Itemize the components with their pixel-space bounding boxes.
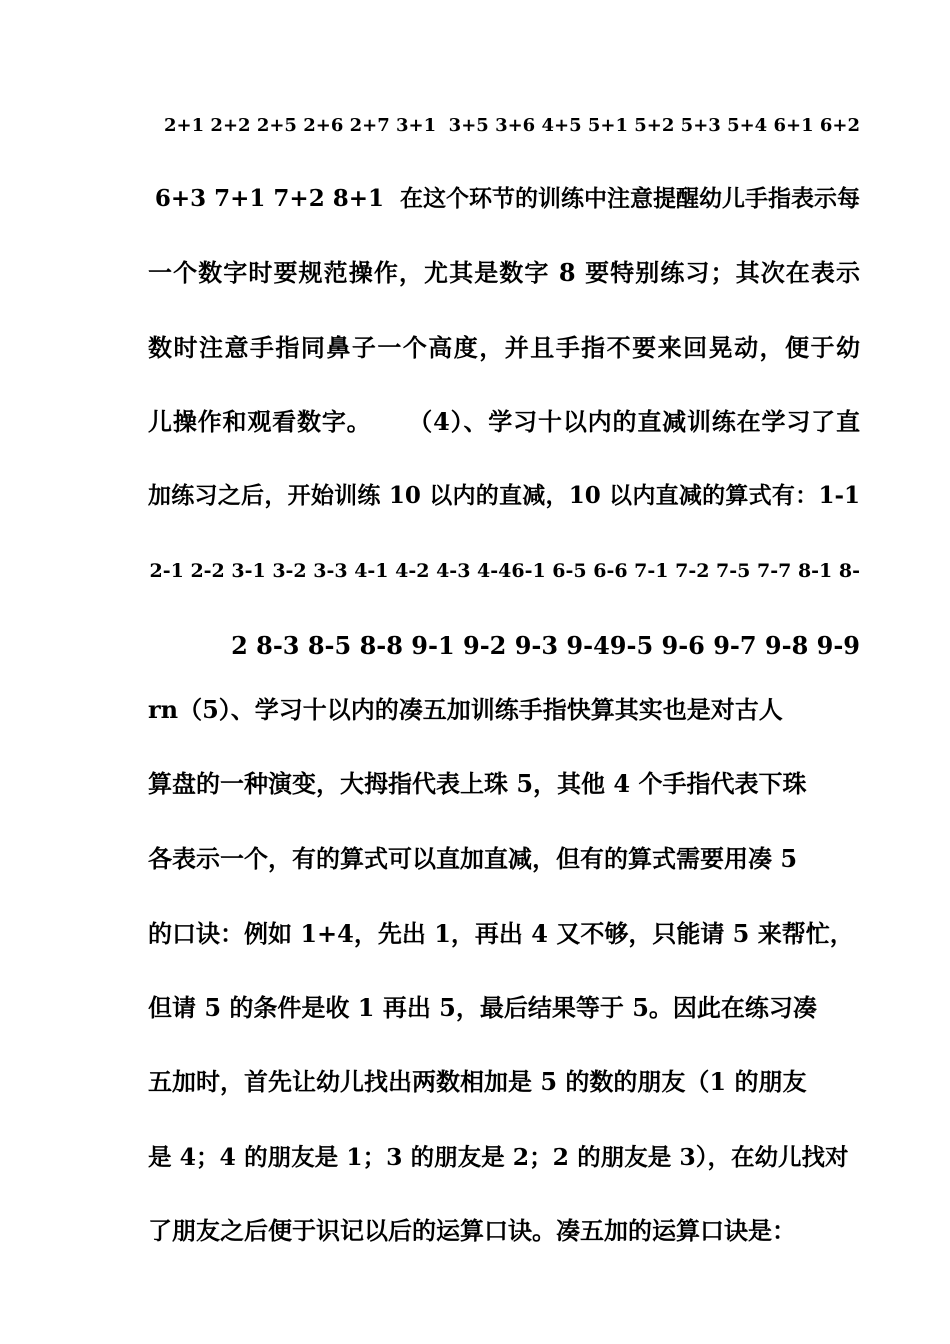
text-line-3: 一个数字时要规范操作，尤其是数字 8 要特别练习；其次在表示 [148, 258, 860, 287]
text-line-12: 的口诀：例如 1+4，先出 1，再出 4 又不够，只能请 5 来帮忙， [148, 919, 854, 948]
text-line-10: 算盘的一种演变，大拇指代表上珠 5，其他 4 个手指代表下珠 [148, 769, 807, 798]
text-line-11: 各表示一个，有的算式可以直加直减，但有的算式需要用凑 5 [148, 844, 798, 873]
text-line-9: rn（5）、学习十以内的凑五加训练手指快算其实也是对古人 [148, 695, 783, 724]
text-line-8: 2 8-3 8-5 8-8 9-1 9-2 9-3 9-49-5 9-6 9-7 9-8 9-9 [231, 631, 860, 660]
text-line-6: 加练习之后，开始训练 10 以内的直减，10 以内直减的算式有：1-1 [148, 482, 860, 509]
text-line-1: 2+1 2+2 2+5 2+6 2+7 3+1 3+5 3+6 4+5 5+1 5+2 5+3 5+4 6+1 6+2 [164, 115, 860, 136]
text-line-13: 但请 5 的条件是收 1 再出 5，最后结果等于 5。因此在练习凑 [148, 993, 817, 1022]
text-line-2: 6+3 7+1 7+2 8+1 在这个环节的训练中注意提醒幼儿手指表示每 [154, 185, 860, 212]
text-line-4: 数时注意手指同鼻子一个高度，并且手指不要来回晃动，便于幼 [148, 333, 860, 362]
text-line-14: 五加时，首先让幼儿找出两数相加是 5 的数的朋友（1 的朋友 [148, 1067, 807, 1096]
text-line-7: 2-1 2-2 3-1 3-2 3-3 4-1 4-2 4-3 4-46-1 6-5 6-6 7-1 7-2 7-5 7-7 8-1 8- [149, 560, 860, 582]
text-line-5: 儿操作和观看数字。 （4）、学习十以内的直减训练在学习了直 [148, 407, 860, 436]
text-line-16: 了朋友之后便于识记以后的运算口诀。凑五加的运算口诀是： [148, 1216, 796, 1245]
text-line-15: 是 4；4 的朋友是 1；3 的朋友是 2；2 的朋友是 3），在幼儿找对 [148, 1143, 849, 1171]
